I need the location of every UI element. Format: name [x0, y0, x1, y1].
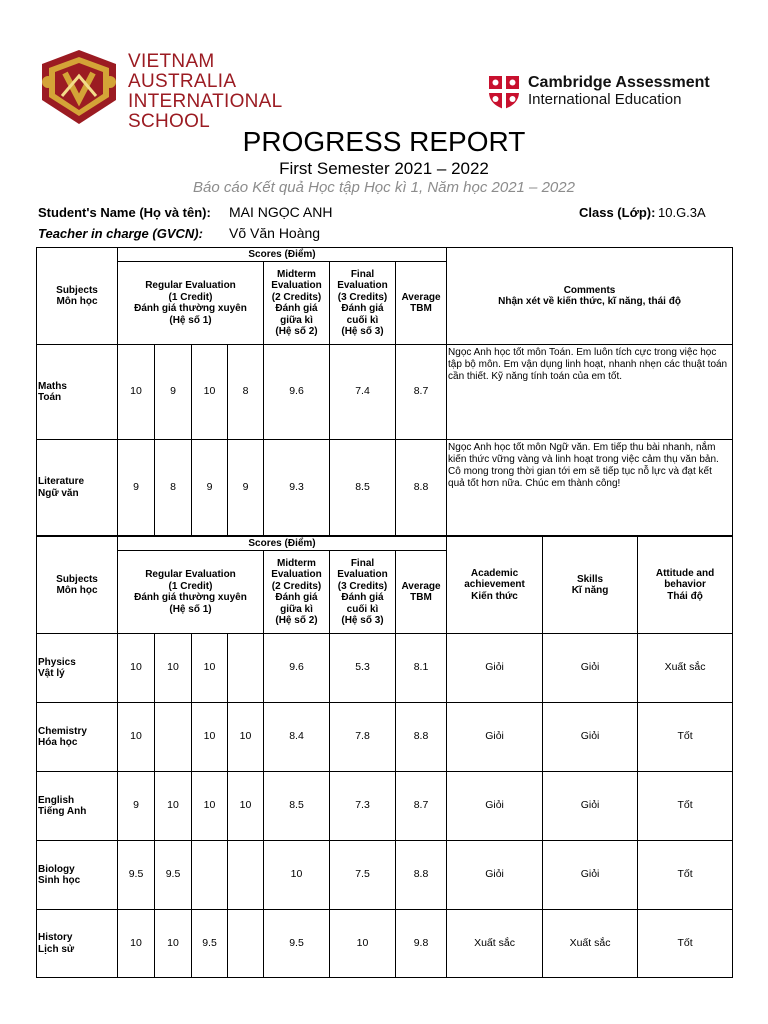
attitude-header: Attitude and behavior Thái độ	[638, 537, 733, 634]
report-subtitle: First Semester 2021 – 2022	[279, 159, 489, 178]
regular-score-cell: 9	[155, 345, 192, 440]
table-row	[37, 440, 733, 536]
subjects-header: Subjects Môn học	[37, 537, 118, 634]
subject-cell: History Lịch sử	[37, 910, 118, 978]
midterm-score-cell: 8.4	[264, 703, 330, 772]
school-crest-logo	[38, 48, 120, 126]
regular-score-cell: 8	[228, 345, 264, 440]
final-evaluation-header: Final Evaluation (3 Credits) Đánh giá cuối kì (Hệ số 3)	[330, 551, 396, 634]
school-name-line-3: INTERNATIONAL	[128, 91, 283, 112]
teacher-label: Teacher in charge (GVCN):	[38, 226, 203, 241]
subject-cell: Literature Ngữ văn	[37, 440, 118, 536]
academic-rating-cell: Giỏi	[447, 772, 543, 841]
skills-rating-cell: Giỏi	[543, 634, 638, 703]
skills-rating-cell: Giỏi	[543, 841, 638, 910]
table-row	[37, 841, 733, 910]
school-name-line-2: AUSTRALIA	[128, 71, 237, 92]
final-score-cell: 7.3	[330, 772, 396, 841]
midterm-evaluation-header: Midterm Evaluation (2 Credits) Đánh giá giữa kì (Hệ số 2)	[264, 551, 330, 634]
midterm-score-cell: 10	[264, 841, 330, 910]
comment-cell: Ngọc Anh học tốt môn Toán. Em luôn tích cực trong việc học tập bộ môn. Em vận dụng linh hoạt, nhanh nhẹn các thuật toán cần thiết. Kỹ năng tính toán của em tốt.	[447, 345, 733, 440]
attitude-rating-cell: Tốt	[638, 703, 733, 772]
final-score-cell: 7.5	[330, 841, 396, 910]
cambridge-shield-logo	[487, 74, 521, 110]
school-name-line-1: VIETNAM	[128, 51, 215, 72]
comment-cell: Ngọc Anh học tốt môn Ngữ văn. Em tiếp thu bài nhanh, nắm kiến thức vững vàng và linh hoạt trong việc cảm thụ văn bản. Cô mong trong thời gian tới em sẽ tiếp tục nỗ lực và đạt kết quả tốt hơn nữa. Chúc em thành công!	[447, 440, 733, 536]
regular-score-cell: 10	[118, 910, 155, 978]
midterm-score-cell: 9.3	[264, 440, 330, 536]
skills-rating-cell: Giỏi	[543, 772, 638, 841]
table-row	[37, 910, 733, 978]
midterm-score-cell: 8.5	[264, 772, 330, 841]
regular-score-cell	[155, 703, 192, 772]
average-score-cell: 8.8	[396, 703, 447, 772]
final-score-cell: 10	[330, 910, 396, 978]
regular-score-cell: 9.5	[155, 841, 192, 910]
regular-score-cell: 10	[228, 703, 264, 772]
report-vietnamese-subtitle: Báo cáo Kết quả Học tập Học kì 1, Năm học 2021 – 2022	[193, 179, 575, 196]
cambridge-line-2: International Education	[528, 91, 682, 108]
attitude-rating-cell: Tốt	[638, 772, 733, 841]
student-name-value: MAI NGỌC ANH	[229, 204, 333, 220]
regular-score-cell: 10	[155, 910, 192, 978]
regular-score-cell: 8	[155, 440, 192, 536]
regular-score-cell: 10	[192, 345, 228, 440]
average-score-cell: 8.8	[396, 440, 447, 536]
regular-score-cell: 10	[155, 772, 192, 841]
regular-score-cell: 10	[192, 772, 228, 841]
average-score-cell: 8.1	[396, 634, 447, 703]
regular-score-cell: 9	[118, 440, 155, 536]
average-score-cell: 8.8	[396, 841, 447, 910]
regular-evaluation-header: Regular Evaluation (1 Credit) Đánh giá thường xuyên (Hệ số 1)	[118, 262, 264, 345]
academic-achievement-header: Academic achievement Kiến thức	[447, 537, 543, 634]
attitude-rating-cell: Tốt	[638, 841, 733, 910]
final-score-cell: 7.4	[330, 345, 396, 440]
regular-score-cell: 9.5	[192, 910, 228, 978]
regular-score-cell: 10	[118, 703, 155, 772]
subject-cell: Physics Vật lý	[37, 634, 118, 703]
regular-score-cell: 10	[118, 345, 155, 440]
class-label: Class (Lớp):	[579, 205, 656, 220]
regular-score-cell: 10	[118, 634, 155, 703]
scores-table-ratings	[36, 536, 733, 978]
average-score-cell: 9.8	[396, 910, 447, 978]
midterm-score-cell: 9.6	[264, 634, 330, 703]
regular-score-cell	[228, 910, 264, 978]
report-title: PROGRESS REPORT	[242, 126, 526, 157]
attitude-rating-cell: Xuất sắc	[638, 634, 733, 703]
subject-cell: English Tiếng Anh	[37, 772, 118, 841]
final-score-cell: 7.8	[330, 703, 396, 772]
regular-score-cell: 10	[192, 703, 228, 772]
scores-header: Scores (Điểm)	[118, 248, 447, 262]
table-row	[37, 634, 733, 703]
average-score-cell: 8.7	[396, 345, 447, 440]
skills-rating-cell: Xuất sắc	[543, 910, 638, 978]
skills-rating-cell: Giỏi	[543, 703, 638, 772]
table-row	[37, 772, 733, 841]
regular-score-cell	[228, 634, 264, 703]
academic-rating-cell: Xuất sắc	[447, 910, 543, 978]
regular-score-cell	[228, 841, 264, 910]
regular-score-cell: 10	[155, 634, 192, 703]
attitude-rating-cell: Tốt	[638, 910, 733, 978]
scores-table-comments	[36, 247, 733, 536]
table-row	[37, 345, 733, 440]
school-name-line-4: SCHOOL	[128, 111, 211, 132]
scores-header: Scores (Điểm)	[118, 537, 447, 551]
teacher-value: Võ Văn Hoàng	[229, 225, 321, 241]
regular-score-cell: 9	[192, 440, 228, 536]
skills-header: Skills Kĩ năng	[543, 537, 638, 634]
midterm-score-cell: 9.6	[264, 345, 330, 440]
average-header: Average TBM	[396, 262, 447, 345]
student-name-label: Student's Name (Họ và tên):	[38, 205, 211, 220]
final-score-cell: 5.3	[330, 634, 396, 703]
average-score-cell: 8.7	[396, 772, 447, 841]
cambridge-line-1: Cambridge Assessment	[528, 74, 710, 91]
subject-cell: Maths Toán	[37, 345, 118, 440]
final-score-cell: 8.5	[330, 440, 396, 536]
table-row	[37, 703, 733, 772]
regular-score-cell	[192, 841, 228, 910]
academic-rating-cell: Giỏi	[447, 703, 543, 772]
midterm-score-cell: 9.5	[264, 910, 330, 978]
subject-cell: Biology Sinh học	[37, 841, 118, 910]
regular-score-cell: 10	[192, 634, 228, 703]
regular-evaluation-header: Regular Evaluation (1 Credit) Đánh giá thường xuyên (Hệ số 1)	[118, 551, 264, 634]
regular-score-cell: 9	[228, 440, 264, 536]
midterm-evaluation-header: Midterm Evaluation (2 Credits) Đánh giá giữa kì (Hệ số 2)	[264, 262, 330, 345]
final-evaluation-header: Final Evaluation (3 Credits) Đánh giá cuối kì (Hệ số 3)	[330, 262, 396, 345]
class-value: 10.G.3A	[658, 205, 706, 220]
regular-score-cell: 10	[228, 772, 264, 841]
subjects-header: Subjects Môn học	[37, 248, 118, 345]
academic-rating-cell: Giỏi	[447, 841, 543, 910]
academic-rating-cell: Giỏi	[447, 634, 543, 703]
comments-header: Comments Nhận xét về kiến thức, kĩ năng, thái độ	[447, 248, 733, 345]
regular-score-cell: 9.5	[118, 841, 155, 910]
subject-cell: Chemistry Hóa học	[37, 703, 118, 772]
regular-score-cell: 9	[118, 772, 155, 841]
average-header: Average TBM	[396, 551, 447, 634]
